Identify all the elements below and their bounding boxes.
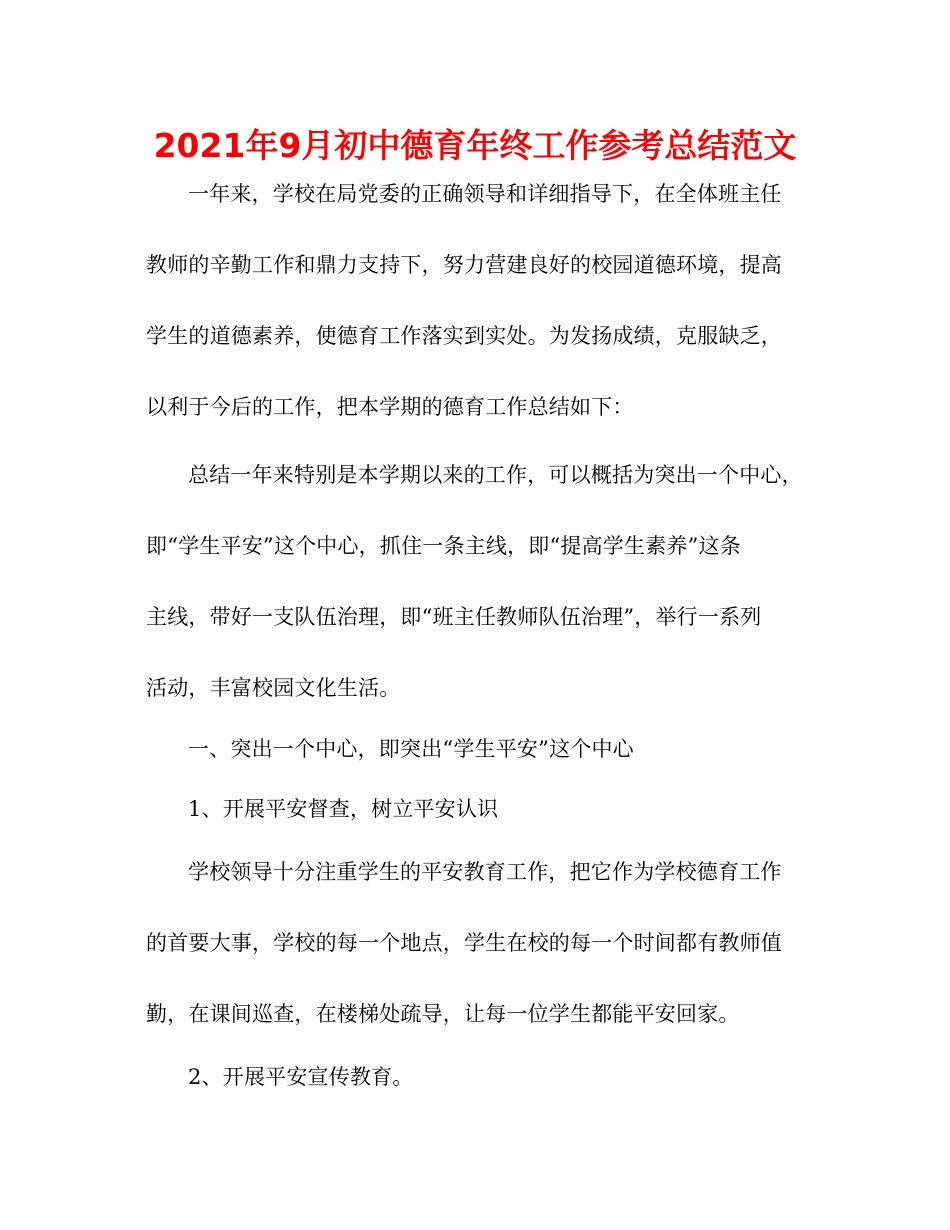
paragraph-line: 学生的道德素养，使德育工作落实到实处。为发扬成绩，克服缺乏， (146, 324, 782, 348)
paragraph-line: 的首要大事，学校的每一个地点，学生在校的每一个时间都有教师值 (146, 931, 782, 955)
subsection-heading: 1、开展平安督查，树立平安认识 (188, 797, 499, 821)
paragraph-line: 活动，丰富校园文化生活。 (146, 676, 401, 700)
document-title: 2021年9月初中德育年终工作参考总结范文 (153, 126, 797, 165)
paragraph-line: 即“学生平安”这个中心，抓住一条主线，即“提高学生素养”这条 (146, 534, 741, 558)
paragraph-line: 以利于今后的工作，把本学期的德育工作总结如下： (146, 395, 634, 419)
paragraph-line: 勤，在课间巡查，在楼梯处疏导，让每一位学生都能平安回家。 (146, 1002, 740, 1026)
paragraph-line: 一年来，学校在局党委的正确领导和详细指导下，在全体班主任 (188, 182, 782, 206)
paragraph-line: 总结一年来特别是本学期以来的工作，可以概括为突出一个中心， (188, 463, 803, 487)
paragraph-line: 教师的辛勤工作和鼎力支持下，努力营建良好的校园道德环境，提高 (146, 253, 782, 277)
subsection-heading: 2、开展平安宣传教育。 (188, 1065, 414, 1089)
paragraph-line: 学校领导十分注重学生的平安教育工作，把它作为学校德育工作 (188, 860, 782, 884)
paragraph-line: 主线，带好一支队伍治理，即“班主任教师队伍治理”，举行一系列 (146, 605, 762, 629)
section-heading: 一、突出一个中心，即突出“学生平安”这个中心 (188, 737, 634, 761)
